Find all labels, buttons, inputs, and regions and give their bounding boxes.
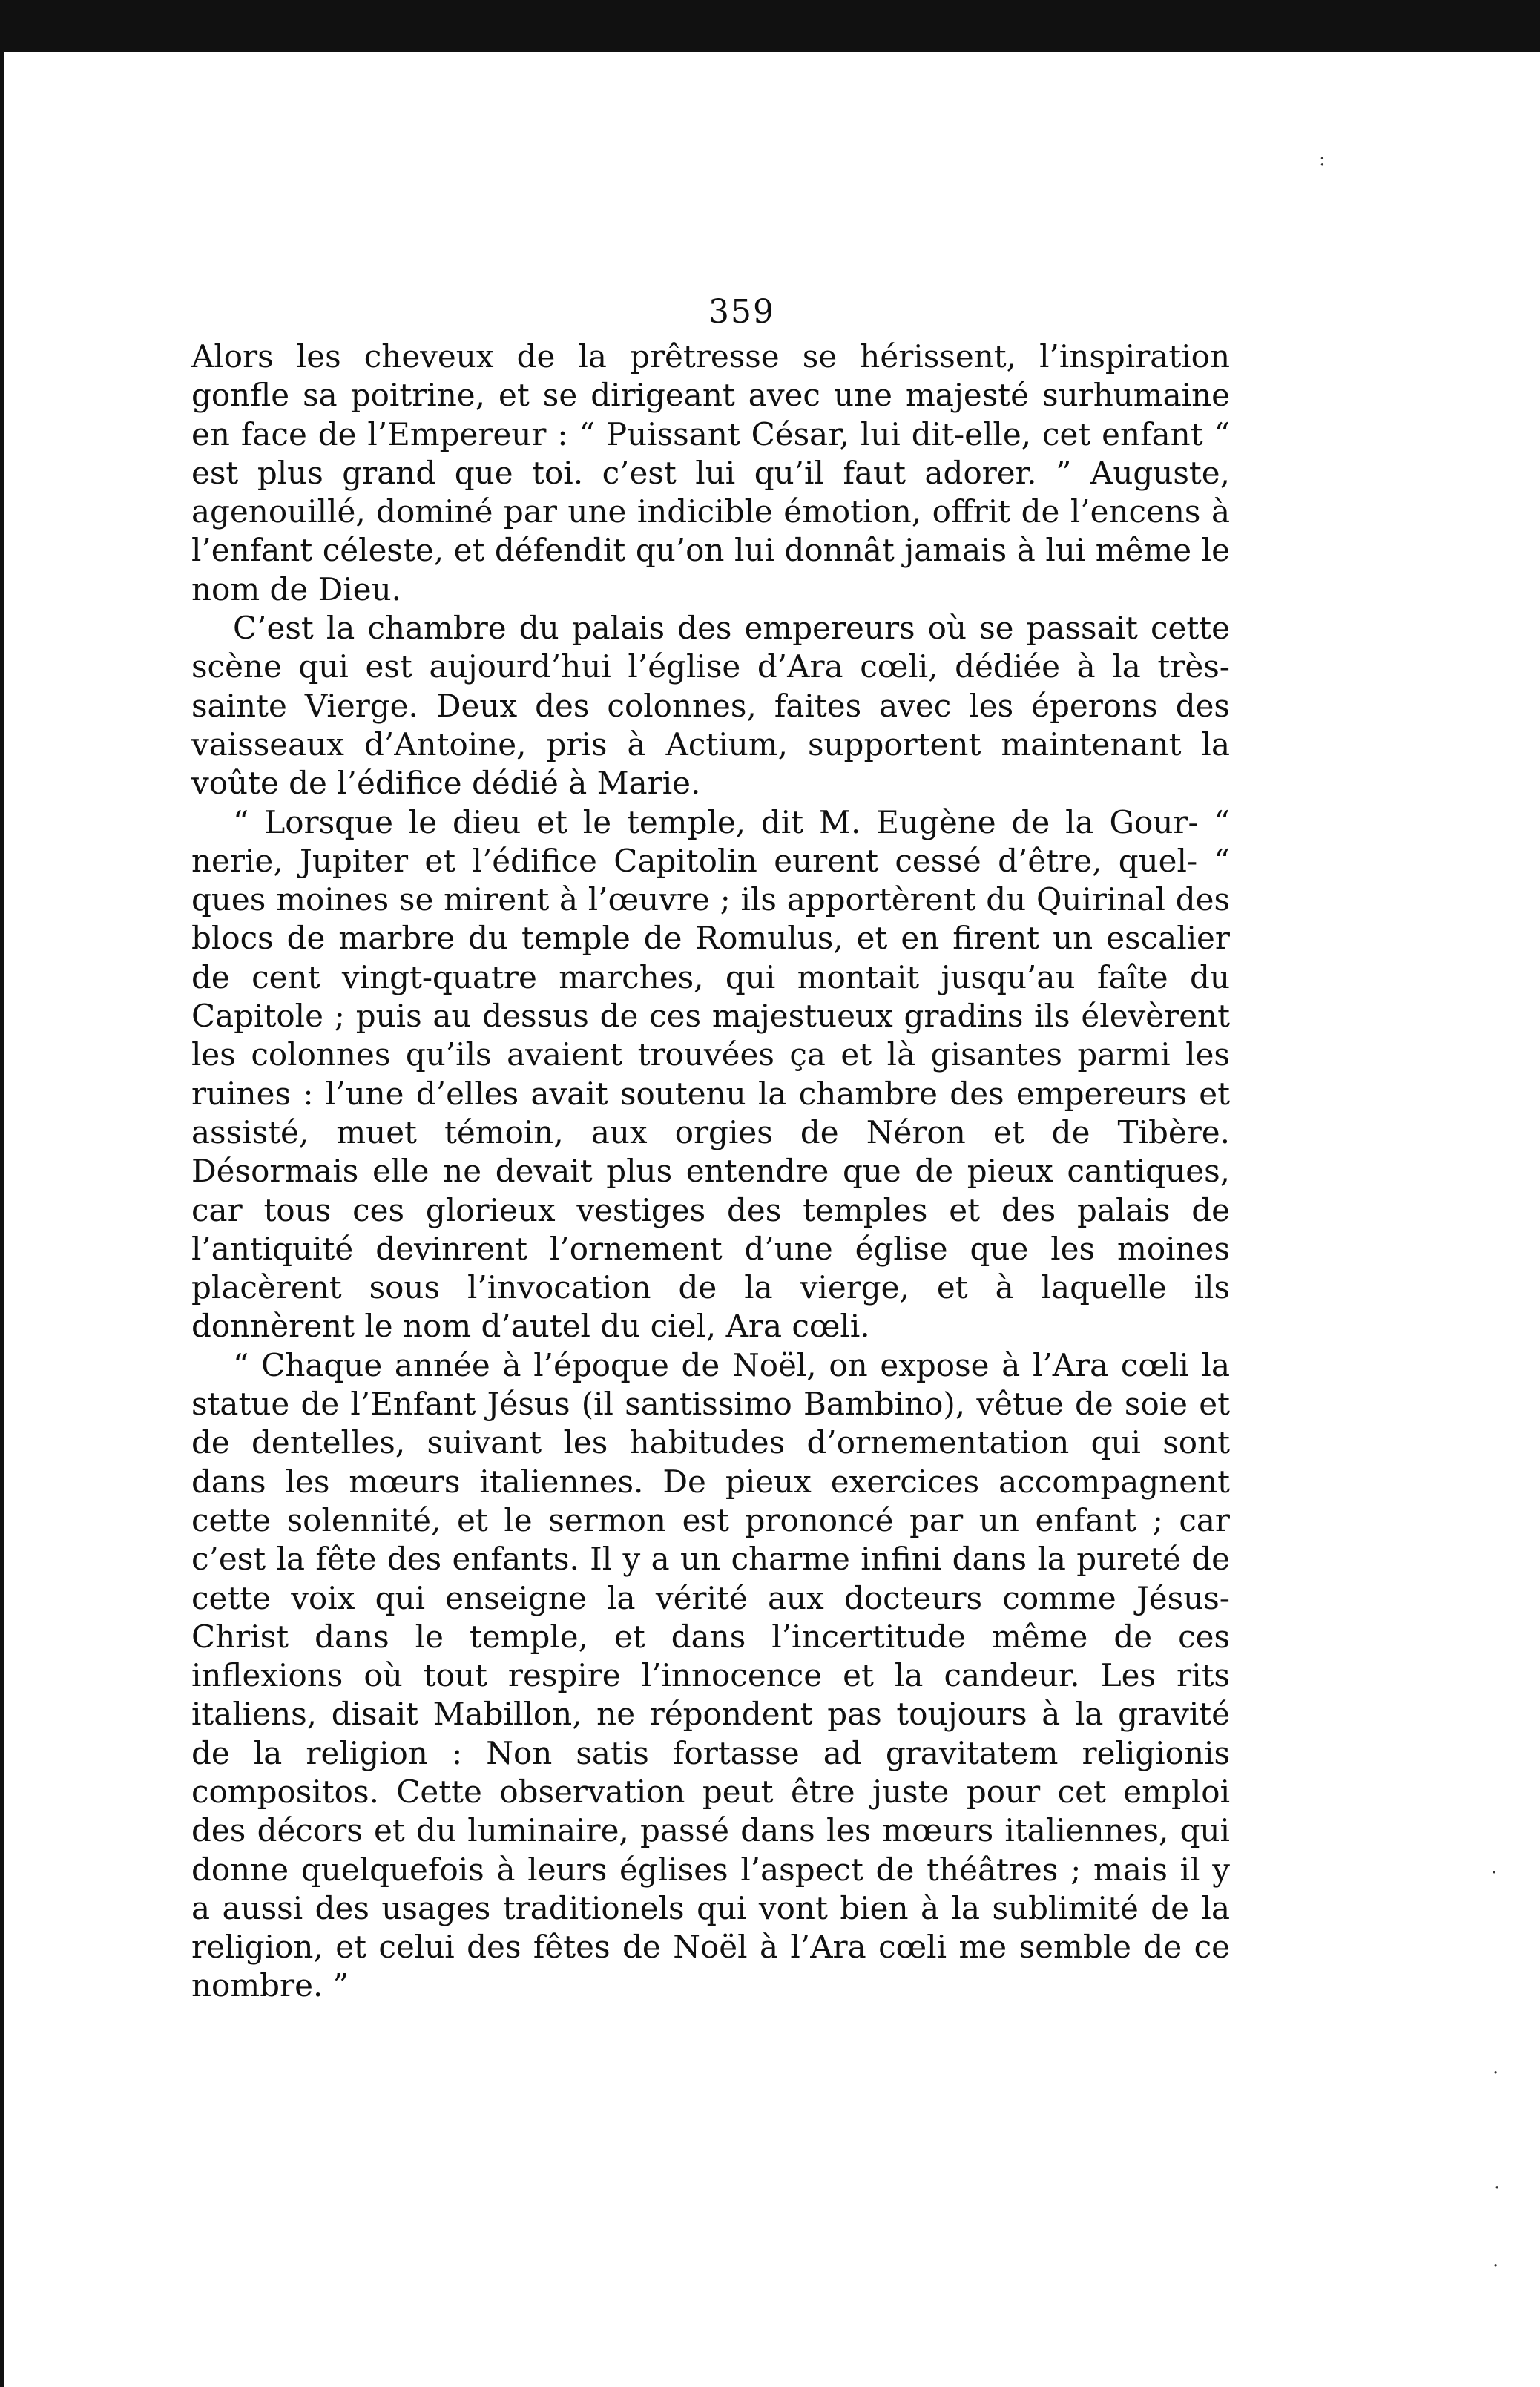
scan-left-border xyxy=(0,52,42,2387)
margin-mark: · xyxy=(1491,1862,1498,1884)
page-number: 359 xyxy=(708,293,775,331)
margin-mark: · xyxy=(1493,2062,1499,2084)
paragraph-2: C’est la chambre du palais des empereurs où se passait cette scène qui est aujourd’hui l’église d’Ara cœli, dédiée à la très-sainte Vierge. Deux des colonnes, faites avec les éperons des vaisseaux d’Antoine, pris à Actium, supportent maintenant la voûte de l’édifice dédié à Marie. xyxy=(191,610,1230,802)
paragraph-1: Alors les cheveux de la prêtresse se hérissent, l’inspiration gonfle sa poitrine, et se dirigeant avec une majesté surhumaine en face de l’Empereur : “ Puissant César, lui dit-elle, cet enfant “ est plus grand que toi. c’est lui qu’il faut adorer. ” Auguste, agenouillé, dominé par une indicible émotion, offrit de l’encens à l’enfant céleste, et défendit qu’on lui donnât jamais à lui même le nom de Dieu. xyxy=(191,338,1230,608)
margin-mark: · xyxy=(1494,2177,1501,2199)
paragraph-4: “ Chaque année à l’époque de Noël, on expose à l’Ara cœli la statue de l’Enfant Jésus (il santissimo Bambino), vêtue de soie et de dentelles, suivant les habitudes d’ornementation qui sont dans les mœurs italiennes. De pieux exercices accompagnent cette solennité, et le sermon est prononcé par un enfant ; car c’est la fête des enfants. Il y a un charme infini dans la pureté de cette voix qui enseigne la vérité aux docteurs comme Jésus-Christ dans le temple, et dans l’incertitude même de ces inflexions où tout respire l’innocence et la candeur. Les rits italiens, disait Mabillon, ne répondent pas toujours à la gravité de la religion : Non satis fortasse ad gravitatem religionis compositos. Cette observation peut être juste pour cet emploi des décors et du luminaire, passé dans les mœurs italiennes, qui donne quelquefois à leurs églises l’aspect de théâtres ; mais il y a aussi des usages traditionels qui vont bien à la sublimité de la religion, et celui des fêtes de Noël à l’Ara cœli me semble de ce nombre. ” xyxy=(191,1346,1230,2004)
margin-mark: : xyxy=(1319,148,1326,171)
scan-top-border xyxy=(0,0,1540,52)
margin-mark: · xyxy=(1493,2255,1499,2277)
paragraph-3: “ Lorsque le dieu et le temple, dit M. Eugène de la Gour- “ nerie, Jupiter et l’édifice Capitolin eurent cessé d’être, quel- “ ques moines se mirent à l’œuvre ; ils apportèrent du Quirinal des blocs de marbre du temple de Romulus, et en firent un escalier de cent vingt-quatre marches, qui montait jusqu’au faîte du Capitole ; puis au dessus de ces majestueux gradins ils élevèrent les colonnes qu’ils avaient trouvées ça et là gisantes parmi les ruines : l’une d’elles avait soutenu la chambre des empereurs et assisté, muet témoin, aux orgies de Néron et de Tibère. Désormais elle ne devait plus entendre que de pieux cantiques, car tous ces glorieux vestiges des temples et des palais de l’antiquité devinrent l’ornement d’une église que les moines placèrent sous l’invocation de la vierge, et à laquelle ils donnèrent le nom d’autel du ciel, Ara cœli. xyxy=(191,803,1230,1345)
body-text xyxy=(191,338,1230,2006)
